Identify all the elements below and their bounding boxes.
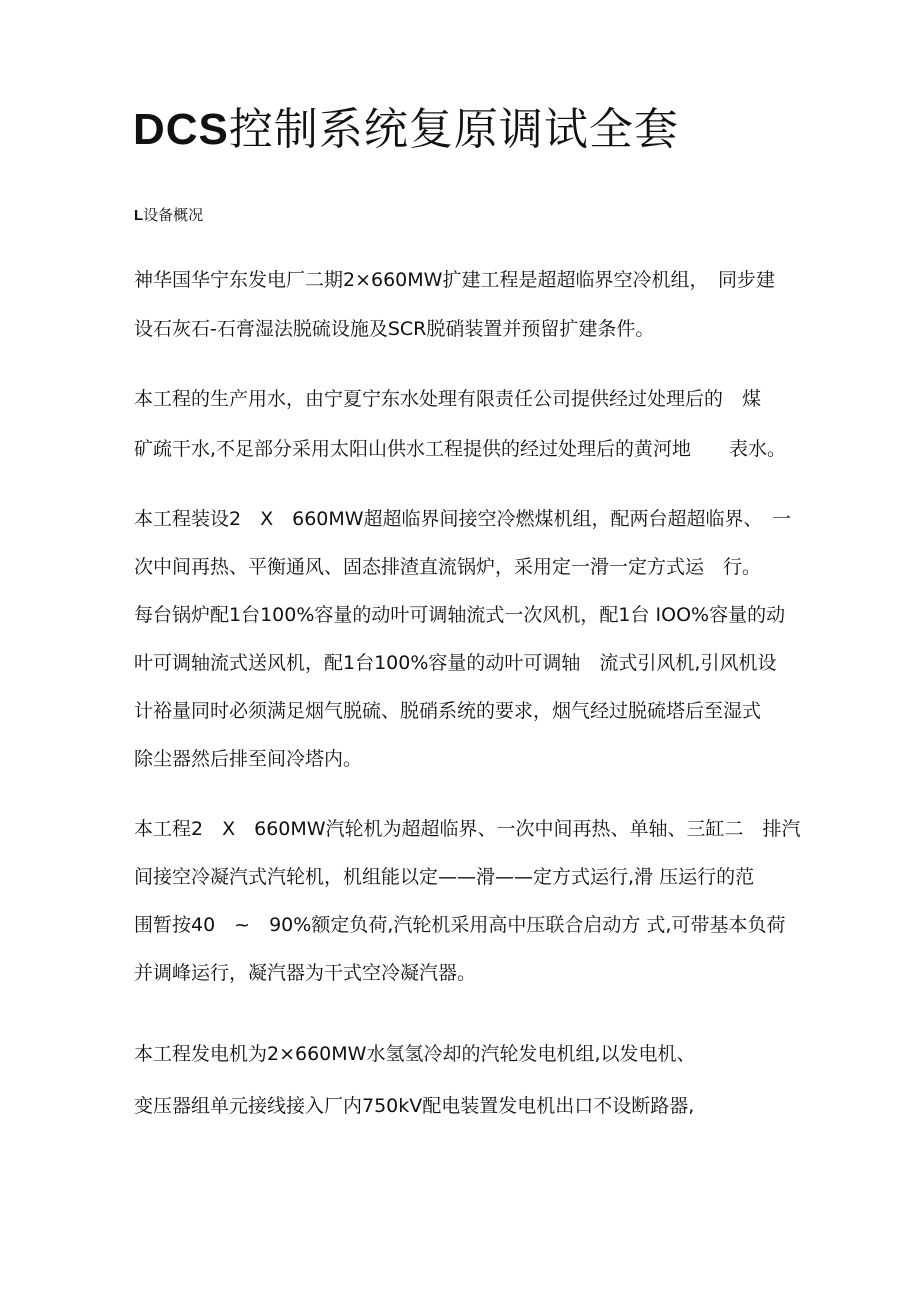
paragraph-4-line-3: 围暂按40 ~ 90%额定负荷,汽轮机采用高中压联合启动方 式,可带基本负荷 [134,914,786,936]
section-number: L [134,207,144,224]
paragraph-3-line-3: 每台锅炉配1台100%容量的动叶可调轴流式一次风机，配1台 IOO%容量的动 [134,604,786,626]
document-title [133,100,679,160]
paragraph-3-line-2: 次中间再热、平衡通风、固态排渣直流锅炉，采用定一滑一定方式运 行。 [134,556,762,578]
paragraph-3-line-4: 叶可调轴流式送风机，配1台100%容量的动叶可调轴 流式引风机,引风机设 [134,652,777,674]
paragraph-2-line-2: 矿疏干水,不足部分采用太阳山供水工程提供的经过处理后的黄河地 表水。 [134,438,787,460]
paragraph-5-line-2: 变压器组单元接线接入厂内750kV配电装置发电机出口不设断路器, [134,1095,695,1117]
paragraph-2-line-1: 本工程的生产用水，由宁夏宁东水处理有限责任公司提供经过处理后的 煤 [134,388,762,410]
paragraph-1-line-1: 神华国华宁东发电厂二期2×660MW扩建工程是超超临界空冷机组， 同步建 [134,269,775,291]
section-heading-text: 设备概况 [143,206,204,224]
paragraph-1-line-2: 设石灰石-石膏湿法脱硫设施及SCR脱硝装置并预留扩建条件。 [134,318,655,340]
paragraph-4-line-4: 并调峰运行，凝汽器为干式空冷凝汽器。 [134,962,477,984]
paragraph-5-line-1: 本工程发电机为2×660MW水氢氢冷却的汽轮发电机组,以发电机、 [134,1043,696,1065]
paragraph-3-line-6: 除尘器然后排至间冷塔内。 [134,748,363,770]
paragraph-3-line-5: 计裕量同时必须满足烟气脱硫、脱硝系统的要求，烟气经过脱硫塔后至湿式 [134,700,762,722]
section-heading [134,204,203,227]
paragraph-4-line-2: 间接空冷凝汽式汽轮机，机组能以定——滑——定方式运行,滑 压运行的范 [134,866,755,888]
title-rest: 控制系统复原调试全套 [228,104,679,155]
title-prefix: DCS [133,105,229,154]
paragraph-3-line-1: 本工程装设2 X 660MW超超临界间接空冷燃煤机组，配两台超超临界、 一 [134,508,792,530]
paragraph-4-line-1: 本工程2 X 660MW汽轮机为超超临界、一次中间再热、单轴、三缸二 排汽 [134,818,801,840]
